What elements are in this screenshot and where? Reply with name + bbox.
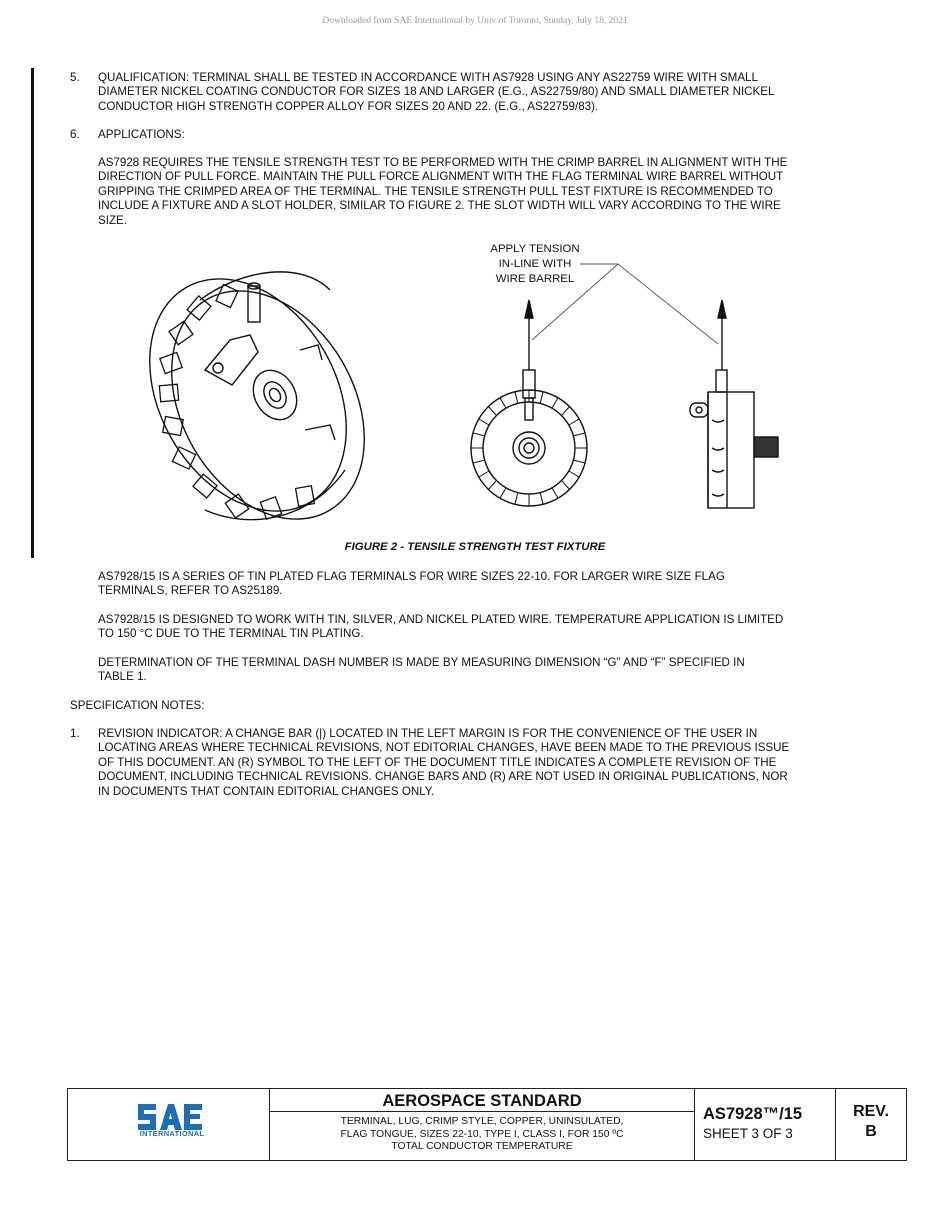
document-number-cell — [695, 1089, 836, 1160]
revision-value: B — [865, 1123, 877, 1140]
title-block — [67, 1088, 907, 1161]
applications-paragraph-4 — [98, 656, 850, 685]
side-view — [690, 300, 778, 508]
title-cell — [270, 1089, 695, 1160]
callout-line: APPLY TENSION — [490, 243, 580, 255]
revision-cell — [836, 1089, 906, 1160]
applications-paragraph-2 — [98, 570, 850, 599]
front-view — [471, 300, 587, 506]
text-line: TERMINALS, REFER TO AS25189. — [98, 584, 283, 598]
section-number: 6. — [70, 128, 80, 141]
isometric-fixture — [110, 244, 404, 554]
applications-paragraph-3 — [98, 613, 850, 642]
text-line: REVISION INDICATOR: A CHANGE BAR (|) LOCATED IN THE LEFT MARGIN IS FOR THE CONVENIENCE OF THE USER IN — [98, 727, 758, 740]
sheet-number: SHEET 3 OF 3 — [703, 1126, 793, 1141]
text-line: AS7928/15 IS DESIGNED TO WORK WITH TIN, SILVER, AND NICKEL PLATED WIRE. TEMPERATURE APPLICATION IS LIMITED — [98, 613, 784, 626]
text-line: TABLE 1. — [98, 670, 147, 684]
text-line: AS7928/15 IS A SERIES OF TIN PLATED FLAG TERMINALS FOR WIRE SIZES 22-10. FOR LARGER WIRE SIZE FLAG — [98, 570, 725, 583]
text-line: CONDUCTOR HIGH STRENGTH COPPER ALLOY FOR SIZES 20 AND 22. (E.G., AS22759/83). — [98, 99, 599, 113]
text-line: OF THIS DOCUMENT. AN (R) SYMBOL TO THE LEFT OF THE DOCUMENT TITLE INDICATES A COMPLETE REVISION OF THE — [98, 755, 777, 769]
text-line: INCLUDE A FIXTURE AND A SLOT HOLDER, SIMILAR TO FIGURE 2. THE SLOT WIDTH WILL VARY ACCORDING TO THE WIRE — [98, 199, 781, 213]
revision-indicator-note — [98, 727, 850, 799]
figure-caption: FIGURE 2 - TENSILE STRENGTH TEST FIXTURE — [344, 541, 606, 553]
section-number: 5. — [70, 71, 80, 84]
text-line: DIAMETER NICKEL COATING CONDUCTOR FOR SIZES 18 AND LARGER (E.G., AS22759/80) AND SMALL DIAMETER NICKEL — [98, 85, 775, 99]
title-line: FLAG TONGUE, SIZES 22-10, TYPE I, CLASS I, FOR 150 ºC — [340, 1128, 624, 1140]
text-line: LOCATING AREAS WHERE TECHNICAL REVISIONS, NOT EDITORIAL CHANGES, HAVE BEEN MADE TO THE PREVIOUS ISSUE — [98, 741, 790, 755]
text-line: DETERMINATION OF THE TERMINAL DASH NUMBER IS MADE BY MEASURING DIMENSION “G” AND “F” SPECIFIED IN — [98, 656, 745, 669]
revision-label: REV. — [853, 1103, 889, 1120]
text-line: DIRECTION OF PULL FORCE. MAINTAIN THE PULL FORCE ALIGNMENT WITH THE FLAG TERMINAL WIRE BARREL WITHOUT — [98, 170, 784, 184]
title-line: TERMINAL, LUG, CRIMP STYLE, COPPER, UNINSULATED, — [340, 1116, 624, 1127]
logo-cell — [68, 1089, 270, 1160]
title-line: TOTAL CONDUCTOR TEMPERATURE — [391, 1141, 573, 1153]
section-number: 1. — [70, 727, 80, 740]
text-line: QUALIFICATION: TERMINAL SHALL BE TESTED IN ACCORDANCE WITH AS7928 USING ANY AS22759 WIRE WITH SMALL — [98, 71, 758, 84]
text-line: GRIPPING THE CRIMPED AREA OF THE TERMINAL. THE TENSILE STRENGTH PULL TEST FIXTURE IS RECOMMENDED TO — [98, 184, 773, 198]
standard-type: AEROSPACE STANDARD — [270, 1089, 694, 1112]
callout-line: IN-LINE WITH — [498, 258, 572, 270]
document-title — [270, 1116, 694, 1154]
download-watermark: Downloaded from SAE International by Univ of Toronto, Sunday, July 18, 2021 — [322, 16, 628, 26]
callout-leaders — [532, 264, 718, 344]
spec-notes-heading: SPECIFICATION NOTES: — [70, 699, 205, 712]
text-line: TO 150 °C DUE TO THE TERMINAL TIN PLATING. — [98, 627, 364, 641]
applications-heading: APPLICATIONS: — [98, 128, 185, 141]
text-line: SIZE. — [98, 213, 127, 227]
tensile-fixture-drawing — [0, 0, 950, 560]
text-line: IN DOCUMENTS THAT CONTAIN EDITORIAL CHANGES ONLY. — [98, 784, 435, 798]
text-line: AS7928 REQUIRES THE TENSILE STRENGTH TEST TO BE PERFORMED WITH THE CRIMP BARREL IN ALIGNMENT WITH THE — [98, 156, 788, 169]
logo-wordmark: INTERNATIONAL — [139, 1129, 205, 1138]
document-number: AS7928™/15 — [703, 1105, 803, 1123]
text-line: DOCUMENT, INCLUDING TECHNICAL REVISIONS. CHANGE BARS AND (R) ARE NOT USED IN ORIGINAL PUBLICATIONS, NOR — [98, 770, 788, 784]
callout-line: WIRE BARREL — [495, 273, 575, 285]
